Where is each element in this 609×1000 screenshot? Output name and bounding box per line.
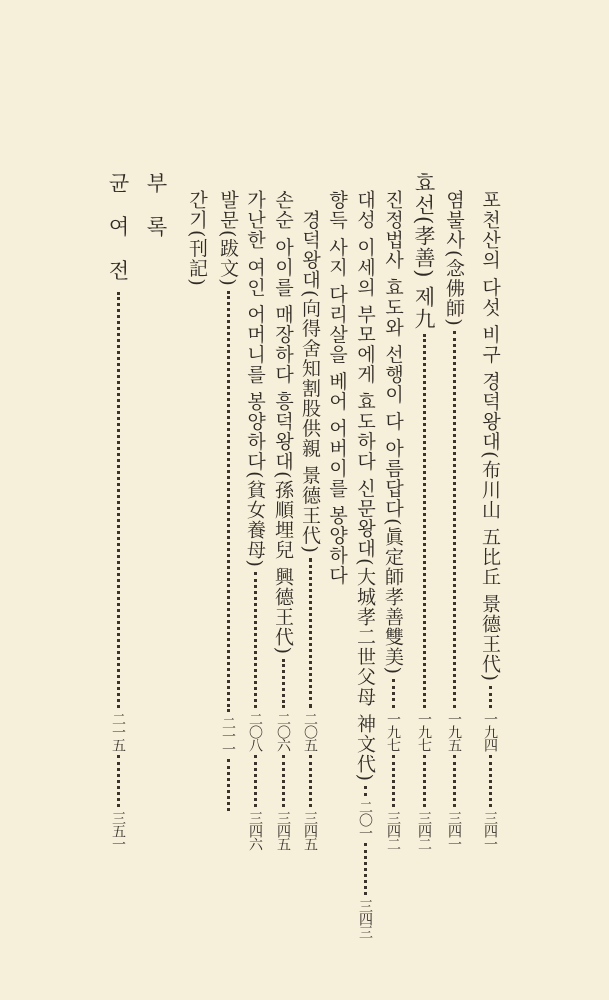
section-heading <box>143 172 169 245</box>
entry-title: 가난한 여인 어머니를 봉양하다(貧女養母) <box>244 190 266 568</box>
page-number: 二〇八 <box>247 712 263 751</box>
page-number: 二〇一 <box>357 800 373 840</box>
entry-title: 향득 사지 다리살을 베어 어버이를 봉양하다 <box>326 190 348 586</box>
entry-title: 포천산의 다섯 비구 경덕왕대(布川山 五比丘 景德王代) <box>479 190 501 683</box>
dot-leader <box>453 755 456 807</box>
dot-leader <box>254 755 257 807</box>
dot-leader <box>309 755 312 807</box>
dot-leader <box>282 755 285 807</box>
page-number: 一九七 <box>416 712 432 751</box>
entry-title: 발문(跋文) <box>217 190 239 287</box>
dot-leader <box>117 292 120 708</box>
dot-leader <box>423 755 426 807</box>
page-number-2: 三四一 <box>482 811 498 850</box>
dot-leader <box>489 686 492 708</box>
toc-entry <box>324 190 350 585</box>
toc-entry <box>441 190 467 850</box>
dot-leader <box>117 755 120 807</box>
page-number-2: 三四二 <box>385 811 401 850</box>
toc-entry <box>215 190 241 815</box>
entry-title: 부 록 <box>144 172 168 245</box>
entry-title: 손순 아이를 매장하다 흥덕왕대(孫順埋兒 興德王代) <box>272 190 294 655</box>
dot-leader <box>392 679 395 708</box>
dot-leader <box>227 291 230 712</box>
toc-entry <box>477 190 503 850</box>
dot-leader <box>254 572 257 708</box>
page-number: 二一一 <box>220 716 236 755</box>
page-number: 一九七 <box>385 712 401 751</box>
dot-leader <box>227 759 230 811</box>
toc-entry <box>380 190 406 850</box>
entry-title: 진정법사 효도와 선행이 다 아름답다(眞定師孝善雙美) <box>382 190 404 675</box>
page-number-2: 三四六 <box>247 811 263 850</box>
entry-title: 염불사(念佛師) <box>443 190 465 327</box>
page-number-2: 三四三 <box>357 899 373 939</box>
toc-entry <box>242 190 268 850</box>
toc-entry <box>105 172 131 850</box>
toc-entry <box>352 190 378 939</box>
page-number: 二一五 <box>110 712 126 751</box>
toc-entry <box>270 190 296 850</box>
entry-title: 대성 이세의 부모에게 효도하다 신문왕대(大城孝二世父母 神文代) <box>354 190 376 783</box>
section-heading <box>411 172 437 850</box>
page-number: 一九五 <box>446 712 462 751</box>
entry-title: 경덕왕대(向得舍知割股供親 景德王代) <box>299 210 321 554</box>
page-number: 二〇五 <box>302 712 318 751</box>
dot-leader <box>392 755 395 807</box>
entry-title: 효선(孝善) 제九 <box>412 172 436 331</box>
page-number: 一九四 <box>482 712 498 751</box>
dot-leader <box>364 843 367 895</box>
page-number: 二〇六 <box>275 712 291 751</box>
dot-leader <box>364 786 367 796</box>
entry-title: 균 여 전 <box>106 172 130 289</box>
dot-leader <box>282 659 285 708</box>
dot-leader <box>453 331 456 708</box>
entry-title: 간기(刊記) <box>186 190 208 287</box>
dot-leader <box>423 334 426 708</box>
dot-leader <box>489 755 492 807</box>
dot-leader <box>309 558 312 708</box>
page-number-2: 三四五 <box>302 811 318 850</box>
page-number-2: 三五一 <box>110 811 126 850</box>
page-number-2: 三四五 <box>275 811 291 850</box>
toc-entry <box>297 210 323 850</box>
page-number-2: 三四二 <box>416 811 432 850</box>
page-number-2: 三四一 <box>446 811 462 850</box>
toc-entry <box>184 190 210 287</box>
